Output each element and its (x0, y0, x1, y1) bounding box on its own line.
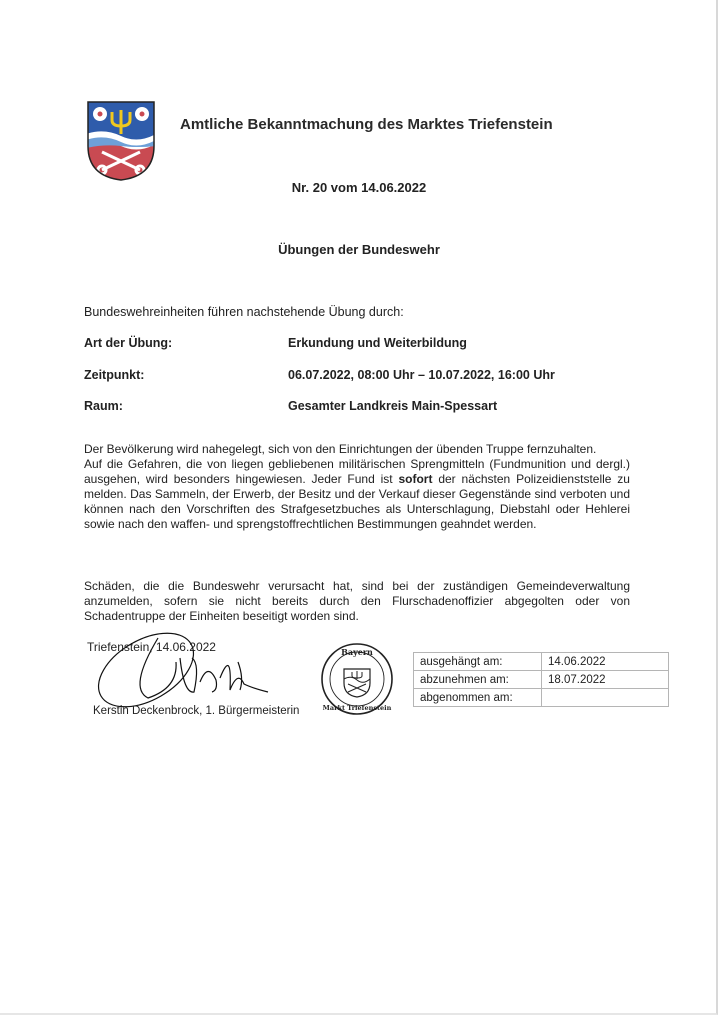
detail-label-time: Zeitpunkt: (84, 368, 145, 382)
notice-subject: Übungen der Bundeswehr (278, 242, 440, 257)
posting-value-remove: 18.07.2022 (542, 671, 669, 689)
detail-value-time: 06.07.2022, 08:00 Uhr – 10.07.2022, 16:00 Uhr (288, 368, 555, 382)
paragraph-2-end: der nächsten Polizeidienststelle zu melden. Das Sammeln, der Erwerb, der Besitz und der Verkauf dieser Gegenstände sind verboten und können nach den Vorschriften des Strafgesetzbuches als Unterschlagung, Diebstahl oder Hehlerei sowie nach den waffen- und sprengstoffrechtlichen Bestimmungen geahndet werden. (84, 472, 630, 531)
notice-number: Nr. 20 vom 14.06.2022 (291, 180, 427, 195)
posting-label-remove: abzunehmen am: (414, 671, 542, 689)
table-row (414, 689, 669, 707)
paragraph-1-text: Der Bevölkerung wird nahegelegt, sich von den Einrichtungen der übenden Truppe fernzuhalten. (84, 442, 597, 456)
svg-text:Bayern: Bayern (341, 647, 373, 657)
detail-value-exercise-type: Erkundung und Weiterbildung (288, 336, 467, 350)
detail-value-area: Gesamter Landkreis Main-Spessart (288, 399, 498, 413)
posting-value-removed (542, 689, 669, 707)
posting-value-posted: 14.06.2022 (542, 653, 669, 671)
svg-text:Markt Triefenstein: Markt Triefenstein (322, 704, 392, 712)
body-paragraph-1 (84, 442, 630, 532)
posting-label-removed: abgenommen am: (414, 689, 542, 707)
paragraph-2-start: Auf die Gefahren, die von liegen gebliebenen militärischen Sprengmitteln (Fundmunition und dergl.) ausgehen, wird besonders hingewiesen. Jeder Fund ist (84, 457, 630, 486)
place-date: Triefenstein, 14.06.2022 (87, 640, 216, 654)
table-row (414, 671, 669, 689)
paragraph-3-text: Schäden, die die Bundeswehr verursacht hat, sind bei der zuständigen Gemeindeverwaltung anzumelden, sofern sie nicht bereits durch den Flurschadenoffizier abgegolten oder von Schadentruppe der Einheiten beseitigt worden sind. (84, 579, 630, 623)
handwritten-signature (88, 618, 278, 708)
intro-text: Bundeswehreinheiten führen nachstehende Übung durch: (84, 305, 404, 319)
table-row (414, 653, 669, 671)
coat-of-arms-icon (86, 100, 156, 182)
posting-label-posted: ausgehängt am: (414, 653, 542, 671)
paragraph-2-text (84, 457, 630, 532)
page-title: Amtliche Bekanntmachung des Marktes Triefenstein (180, 116, 553, 133)
signer-name: Kerstin Deckenbrock, 1. Bürgermeisterin (93, 705, 300, 717)
official-seal-stamp (320, 642, 394, 716)
detail-label-area: Raum: (84, 399, 123, 413)
posting-record-table (413, 652, 669, 707)
detail-label-exercise-type: Art der Übung: (84, 336, 173, 350)
paragraph-2-emphasis: sofort (398, 472, 433, 486)
